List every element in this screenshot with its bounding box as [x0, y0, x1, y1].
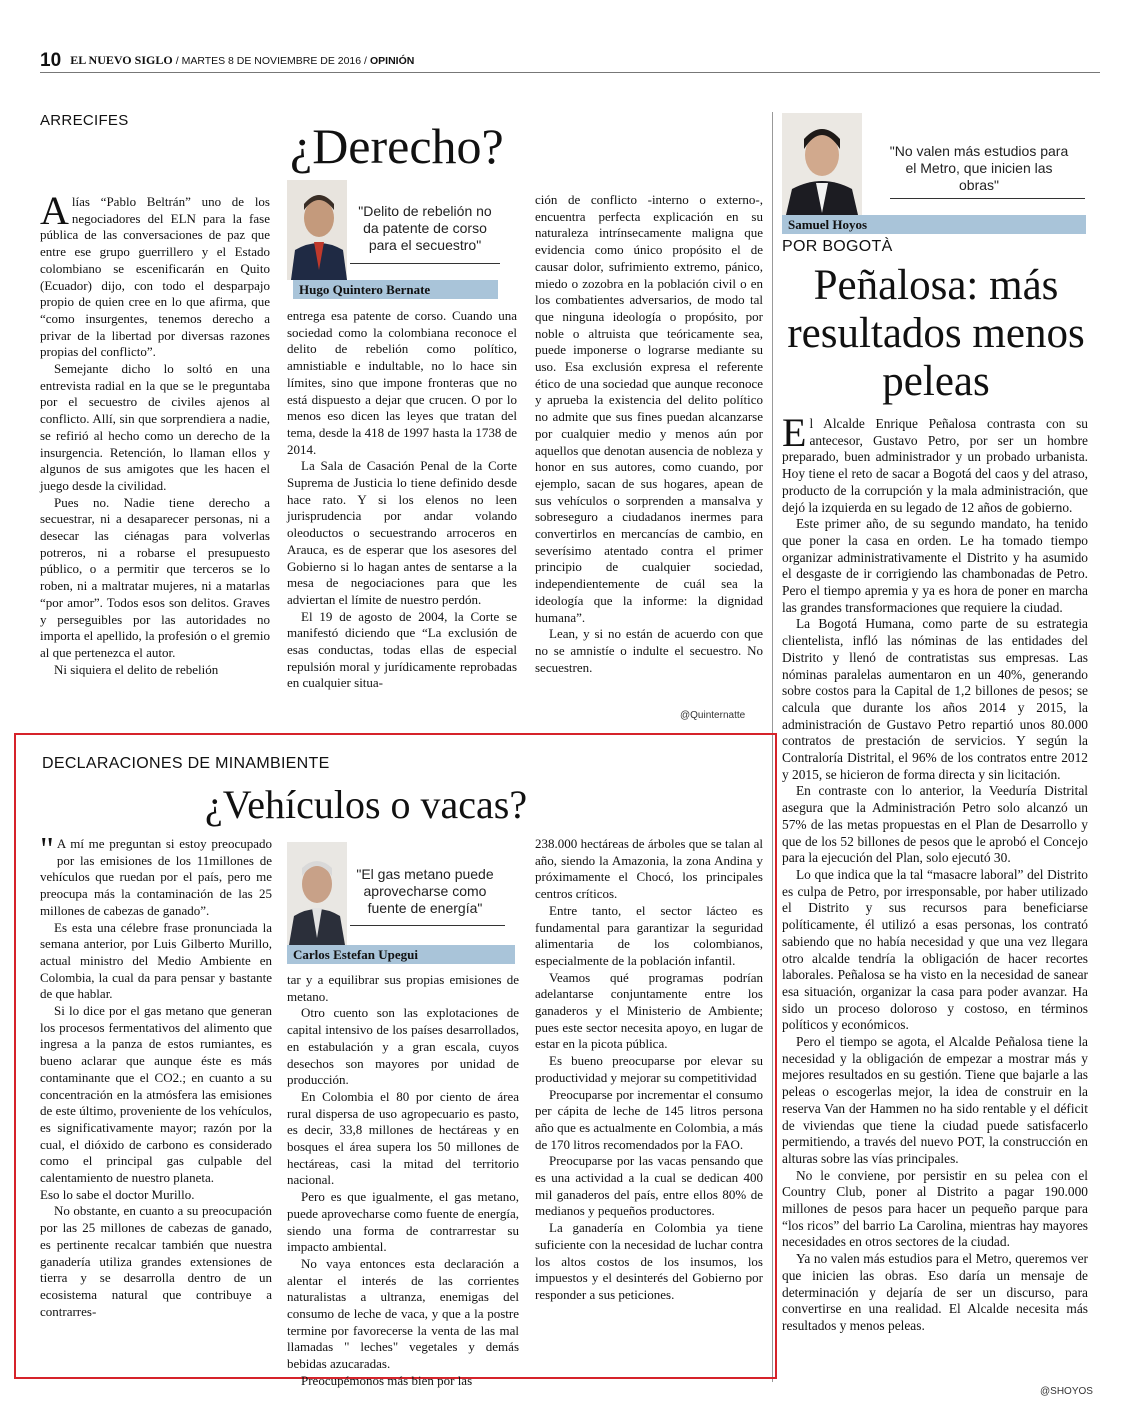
article2-column-2 — [287, 972, 519, 1388]
paragraph: 238.000 hectáreas de árboles que se talan al año, siendo la Amazonia, la zona Andina y próximamente el Chocó, los principales centros críticos. — [535, 836, 763, 902]
drop-cap: A — [40, 188, 69, 233]
article1-twitter-handle: @Quinternatte — [680, 710, 746, 721]
paragraph: Pero el tiempo se agota, el Alcalde Peñalosa tiene la necesidad y la obligación de empezar a mostrar más y mejores resultados en su gestión. Tiene que bajarle a las peleas o escogerlas mejor, la idea de construir en la reserva Van der Hammen no ha sido rentable y el déficit de viviendas que tiene la ciudad puede satisfacerlo permitiendo, a través del nuevo POT, la construcción en alturas sobre las vías principales. — [782, 1034, 1088, 1166]
article2-author: Carlos Estefan Upegui — [287, 945, 515, 964]
page-header — [40, 50, 1100, 73]
author-photo-samuel — [782, 113, 862, 215]
author-photo-hugo — [287, 180, 347, 280]
paragraph: Este primer año, de su segundo mandato, ha tenido que poner la casa en orden. Le ha tomado tiempo organizar administrativamente el Distrito y ha asumido el desgaste de ir corrigiendo las chambonadas de Petro. Pero el tiempo apremia y ya es hora de poner en marcha las grandes transformaciones que requiere la ciudad. — [782, 516, 1088, 615]
article1-column-2 — [287, 308, 517, 722]
article3-column — [782, 410, 1088, 1374]
paragraph: ción de conflicto -interno o externo-, encuentra perfecta explicación en su naturaleza intrínsecamente maligna que evidencia como único propósito el de causar dolor, sufrimiento extremo, pánico, miedo o zozobra en la población civil o en los combatientes adversarios, de modo tal que ninguna ideología o propósito, por noble o altruista que teóricamente sea, puede imponerse o lograrse mediante su uso. Esa exclusión expresa el referente ético de una sociedad que aunque reconoce y aprueba la existencia del delito político no admite que sus fines puedan alcanzarse por cualquier medio y menos aún por aquellos que denotan ausencia de nobleza y honor en sus autores, como cuando, por ejemplo, sacan de sus hogares, apean de sus vehículos o sorprenden a mansalva y sobreseguro a ciudadanos inermes para convertirlos en mercancías de cambio, en severísimo atentado contra el primer principio de cualquier sociedad, independientemente de cuál sea la ideología que la informe: la dignidad humana”. — [535, 192, 763, 625]
paragraph: Ya no valen más estudios para el Metro, queremos ver que inicien las obras. Eso daría un mensaje de determinación y dejaría de ser un discurso, para convertirse en una realidad. El Alcalde necesita más resultados y menos peleas. — [782, 1251, 1088, 1333]
paragraph: En Colombia el 80 por ciento de área rural dispersa de uso agropecuario es pasto, es decir, 33,8 millones de hectáreas y en bosques el área supera los 50 millones de hectáreas, casi la mitad del territorio nacional. — [287, 1088, 519, 1188]
issue-date: / MARTES 8 DE NOVIEMBRE DE 2016 / — [175, 55, 367, 67]
paragraph: Lean, y si no están de acuerdo con que no se amnistíe o indulte el secuestro. No secuestren. — [535, 626, 763, 675]
article1-column-1 — [40, 188, 270, 722]
newspaper-name: EL NUEVO SIGLO — [70, 53, 173, 67]
paragraph: La Bogotá Humana, como parte de su estrategia clientelista, infló las nóminas de las entidades del Distrito y llenó de contratistas sus empresas. Las nóminas paralelas aumentaron en un 40%, generando sobre costos para la Capital de 1,2 billones de pesos; se calcula que durante los años 2014 y 2015, la administración de Gustavo Petro repartió unos 80.000 contratos de prestación de servicios. Y según la Contraloría Distrital, el 96% de los contratos entre 2012 y 2015, se hicieron de forma directa y sin licitación. — [782, 616, 1088, 782]
article2-kicker: DECLARACIONES DE MINAMBIENTE — [42, 755, 330, 772]
article1-title: ¿Derecho? — [290, 118, 504, 174]
drop-cap: E — [782, 410, 807, 455]
paragraph: Lo que indica que la tal “masacre laboral” del Distrito es culpa de Petro, por irresponsable, por haber utilizado el Distrito y sus recursos para beneficiarse políticamente, él utilizó a esas personas, los contrató sabiendo que no había necesidad y que una vez llegara otro alcalde tendría la obligación de hacer recortes laborales. Peñalosa se ha visto en la necesidad de sanear esa situación, organizar la casa para poder avanzar. Ha sido un proceso doloroso y costoso, en términos políticos y económicos. — [782, 866, 1088, 1033]
pullquote-rule — [350, 263, 500, 264]
paragraph: No vaya entonces esta declaración a alentar el interés de las corrientes naturalistas a ultranza, enemigas del consumo de leche de vaca, y que a la postre termine por favorecerse la venta de las mal llamadas " leches" vegetales y demás bebidas azucaradas. — [287, 1255, 519, 1372]
paragraph: entrega esa patente de corso. Cuando una sociedad como la colombiana reconoce el delito de rebelión como político, amnistiable e indultable, no lo hace sin límites, sino que impone fronteras que no está dispuesto a dejar que crucen. O por lo menos eso dicen las leyes que tratan del tema, desde la 418 de 1997 hasta la 1738 de 2014. — [287, 308, 517, 457]
article2-column-1 — [40, 831, 272, 1374]
paragraph: Es bueno preocuparse por elevar su productividad y mejorar su competitividad — [535, 1053, 763, 1085]
article3-twitter-handle: @SHOYOS — [1040, 1386, 1093, 1397]
paragraph: A mí me preguntan si estoy preocupado por las emisiones de los 11millones de vehículos que ruedan por el país, pero me preocupa más la contaminación de las 25 millones de cabezas de ganado”. — [40, 836, 272, 918]
paragraph: Semejante dicho lo soltó en una entrevista radial en la que se le preguntaba por el secuestro de civiles ajenos al conflicto. Allí, sin que sorprendiera a nadie, se refirió al hecho como un derecho de la insurgencia. Retención, lo llaman ellos y algunos de sus amigotes que les hacen el juego desde la civilidad. — [40, 361, 270, 493]
portrait-icon — [782, 113, 862, 215]
paragraph: Otro cuento son las explotaciones de capital intensivo de los países desarrollados, en estabulación y a gran escala, cuyos desechos son mayores por unidad de producción. — [287, 1005, 519, 1088]
paragraph: Eso lo sabe el doctor Murillo. — [40, 1186, 195, 1202]
paragraph: Veamos qué programas podrían adelantarse conjuntamente entre los ganaderos y el Ministerio de Ambiente; pues este sector necesita apoyo, en lugar de estar en la picota pública. — [535, 969, 763, 1052]
paragraph: Es esta una célebre frase pronunciada la semana anterior, por Luis Gilberto Murillo, actual ministro del Medio Ambiente en Colombia, la cual da para pensar y bastante de que hablar. — [40, 919, 272, 1002]
article3-title: Peñalosa: más resultados menos peleas — [787, 262, 1085, 405]
paragraph: No obstante, en cuanto a su preocupación por las 25 millones de cabezas de ganado, es pertinente recalcar también que nuestra ganadería utiliza grandes extensiones de tierra y se desarrolla dentro de un ecosistema natural que contribuye a contrarres- — [40, 1203, 272, 1319]
paragraph: No le conviene, por persistir en su pelea con el Country Club, poner al Distrito a pagar 190.000 millones de pesos para hacer un pequeño parque para “los ricos” del barrio La Carolina, mientras hay mayores necesidades en otros sectores de la ciudad. — [782, 1167, 1088, 1250]
paragraph: Pero es que igualmente, el gas metano, puede aprovecharse como fuente de energía, siendo una forma de contrarrestar su impacto ambiental. — [287, 1189, 519, 1255]
article1-pullquote: "Delito de rebelión no da patente de corso para el secuestro" — [358, 203, 492, 253]
article1-column-3 — [535, 192, 763, 702]
paragraph: Preocuparse por las vacas pensando que es una actividad a la cual se dedican 400 mil ganaderos del país, entre ellos 80% de medianos y pequeños productores. — [535, 1153, 763, 1219]
article3-author: Samuel Hoyos — [782, 215, 1086, 234]
page-number: 10 — [40, 50, 62, 71]
article3-pullquote: "No valen más estudios para el Metro, que inicien las obras" — [889, 143, 1069, 193]
paragraph: Preocupémonos más bien por las — [301, 1372, 473, 1388]
paragraph: tar y a equilibrar sus propias emisiones de metano. — [287, 972, 519, 1004]
article2-column-3 — [535, 836, 763, 1372]
paragraph: l Alcalde Enrique Peñalosa contrasta con su antecesor, Gustavo Petro, por ser un hombre preparado, buen administrador y un probado urbanista. Hoy tiene el reto de sacar a Bogotá del caos y del atraso, producto de la corrupción y la mala administración, que dejó la izquierda en su legado de 12 años de gobierno. — [782, 416, 1088, 515]
paragraph: Preocuparse por incrementar el consumo per cápita de leche de 145 litros persona año que es actualmente en Colombia, a más de 170 litros recomendados por la FAO. — [535, 1086, 763, 1152]
paragraph: Si lo dice por el gas metano que generan los procesos fermentativos del alimento que ingresa a la panza de estos rumiantes, es bueno aclarar que aunque éste es más contaminante que el CO2.; en cuanto a su concentración en la atmósfera las emisiones de este último, proveniente de los vehículos, es significativamente mayor; razón por la cual, el dióxido de carbono es considerado como el principal gas culpable del calentamiento de nuestro planeta. — [40, 1003, 272, 1186]
section-name: OPINIÓN — [370, 55, 415, 67]
paragraph: Entre tanto, el sector lácteo es fundamental para garantizar la seguridad alimentaria de los colombianos, especialmente de la población infantil. — [535, 902, 763, 968]
portrait-icon — [287, 180, 347, 280]
article1-author: Hugo Quintero Bernate — [293, 280, 498, 299]
paragraph: La Sala de Casación Penal de la Corte Suprema de Justicia lo tiene definido desde hace rato. Y si los elenos no leen jurisprudencia por andar volando oleoductos o secuestrando arroceros en Arauca, es de esperar que los asesores del Gobierno si lo hagan antes de sentarse a la mesa de negociaciones para que les adviertan el límite de nuestro perdón. — [287, 458, 517, 607]
article2-pullquote: "El gas metano puede aprovecharse como fuente de energía" — [356, 866, 494, 916]
pullquote-rule — [890, 198, 1085, 199]
paragraph: La ganadería en Colombia ya tiene suficiente con la necesidad de luchar contra los altos costos de los insumos, los impuestos y el desinterés del Gobierno por responder a sus peticiones. — [535, 1220, 763, 1302]
article1-kicker: ARRECIFES — [40, 112, 129, 129]
author-photo-carlos — [287, 842, 347, 945]
paragraph: En contraste con lo anterior, la Veeduría Distrital asegura que la Administración Petro solo alcanzó un 57% de las metas propuestas en el Plan de Desarrollo y que de los 52 billones de pesos que le aprobó el Concejo para la ejecución del Plan, solo ejecutó 30. — [782, 783, 1088, 866]
portrait-icon — [287, 842, 347, 945]
pullquote-rule — [350, 925, 505, 926]
article2-title: ¿Vehículos o vacas? — [205, 782, 528, 827]
paragraph: lías “Pablo Beltrán” uno de los negociadores del ELN para la fase pública de las conversaciones de paz que entre ese grupo guerrillero y el Estado colombiano se escenificarán en Quito (Ecuador) dijo, con todo el desparpajo propio de quien cree en lo que afirma, que “como insurgentes, tenemos derecho a privar de la libertad por diversas razones propias del conflicto”. — [40, 194, 270, 360]
paragraph: El 19 de agosto de 2004, la Corte se manifestó diciendo que “La exclusión de esas conductas, todas ellas de especial repulsión moral y jurídicamente reprobadas en cualquier situa- — [287, 608, 517, 691]
paragraph: Ni siquiera el delito de rebelión — [54, 661, 219, 677]
quote-mark: " — [40, 831, 54, 868]
article3-kicker: POR BOGOTÀ — [782, 238, 893, 255]
paragraph: Pues no. Nadie tiene derecho a secuestrar, ni a desaparecer personas, ni a desecar las ciénagas para volverlas potreros, ni a robarse el presupuesto público, o a permitir que terceros se lo roben, ni a maltratar mujeres, ni a matarlas “por amor”. Todos esos son delitos. Graves y perseguibles por las autoridades no importa el apellido, la profesión o el gremio al que pertenezca el autor. — [40, 494, 270, 660]
